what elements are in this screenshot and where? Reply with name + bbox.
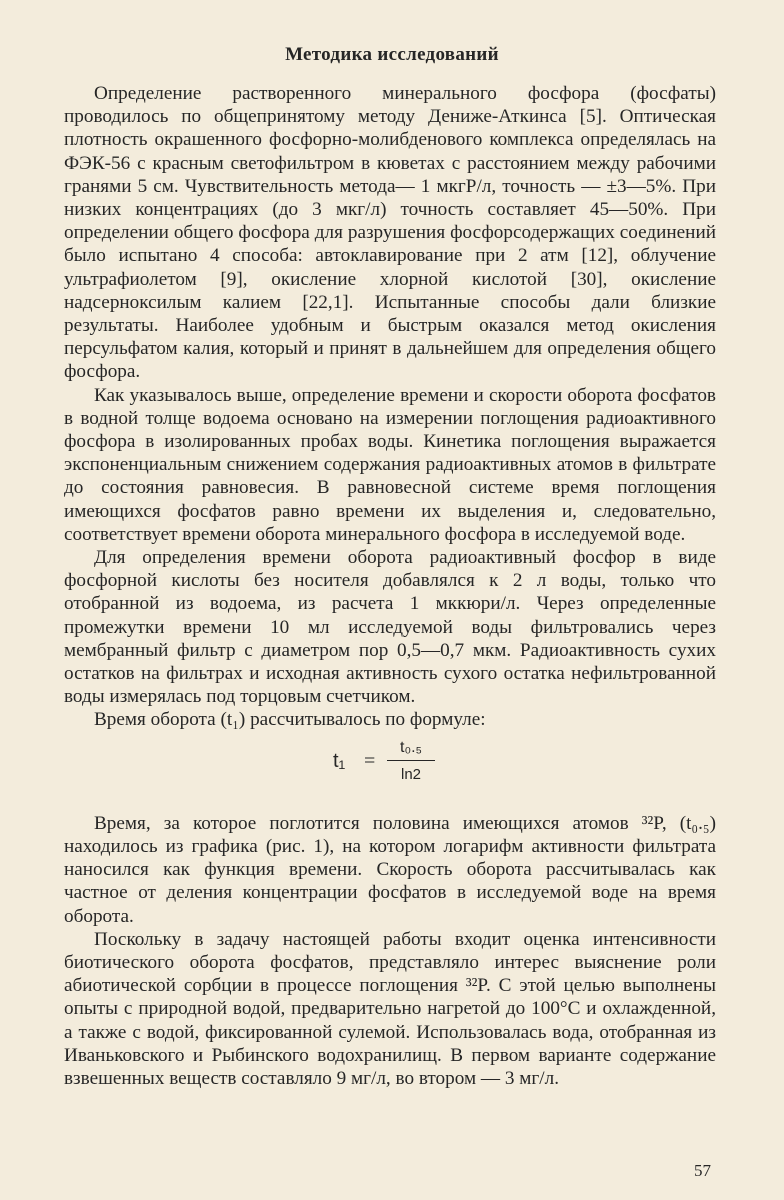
formula-fraction xyxy=(386,736,436,786)
formula-equals: = xyxy=(364,749,376,772)
turnover-formula xyxy=(64,736,716,806)
section-heading: Методика исследований xyxy=(285,44,499,65)
body-text xyxy=(64,82,716,1090)
formula-denominator: ln2 xyxy=(400,765,422,783)
paragraph-half-time: Время, за которое поглотится половина имеющихся атомов ³²P, (t₀.₅) находилось из графика (рис. 1), на котором логарифм активности фильтрата наносился как функция времени. Скорость оборота рассчитывалась как частное от деления концентрации фосфатов в исследуемой воде на время оборота. xyxy=(64,812,716,927)
paragraph-turnover-procedure: Для определения времени оборота радиоактивный фосфор в виде фосфорной кислоты без носителя добавлялся к 2 л воды, только что отобранной из водоема, из расчета 1 мккюри/л. Через определенные промежутки времени 10 мл исследуемой воды фильтровались через мембранный фильтр с диаметром пор 0,5—0,7 мкм. Радиоактивность сухих остатков на фильтрах и исходная активность сухого остатка нефильтрованной воды измерялась под торцовым счетчиком. xyxy=(64,547,716,708)
paragraph-abiotic-sorption: Поскольку в задачу настоящей работы входит оценка интенсивности биотического оборота фосфатов, представляло интерес выяснение роли абиотической сорбции в процессе поглощения ³²P. С этой целью выполнены опыты с природной водой, предварительно нагретой до 100°C и охлажденной, а также с водой, фиксированной сулемой. Использовалась вода, отобранная из Иваньковского и Рыбинского водохранилищ. В первом варианте содержание взвешенных веществ составляло 9 мг/л, во втором — 3 мг/л. xyxy=(64,928,716,1089)
paragraph-phosphate-method: Определение растворенного минерального фосфора (фосфаты) проводилось по общепринятому методу Дениже-Аткинса [5]. Оптическая плотность окрашенного фосфорно-молибденового комплекса определялась на ФЭК-56 с красным светофильтром в кюветах с расстоянием между рабочими гранями 5 см. Чувствительность метода— 1 мкгР/л, точность — ±3—5%. При низких концентрациях (до 3 мкг/л) точность составляет 45—50%. При определении общего фосфора для разрушения фосфорсодержащих соединений было испытано 4 способа: автоклавирование при 2 атм [12], облучение ультрафиолетом [9], окисление хлорной кислотой [30], окисление надсерноксилым калием [22,1]. Испытанные способы дали близкие результаты. Наиболее удобным и быстрым оказался метод окисления персульфатом калия, который и принят в дальнейшем для определения общего фосфора. xyxy=(64,83,716,383)
formula-numerator: t₀.₅ xyxy=(400,738,422,756)
paragraph-turnover-principle: Как указывалось выше, определение времени и скорости оборота фосфатов в водной толще водоема основано на измерении поглощения радиоактивного фосфора в изолированных пробах воды. Кинетика поглощения выражается экспоненциальным снижением содержания радиоактивных атомов в фильтрате до состояния равновесия. В равновесной системе время поглощения имеющихся фосфатов равно времени их выделения и, следовательно, соответствует времени оборота минерального фосфора в исследуемой воде. xyxy=(64,384,716,545)
fraction-bar xyxy=(387,760,435,761)
formula-lhs: t₁ xyxy=(333,749,346,772)
page-number: 57 xyxy=(694,1161,711,1180)
formula-intro: Время оборота (t₁) рассчитывалось по формуле: xyxy=(94,709,486,731)
